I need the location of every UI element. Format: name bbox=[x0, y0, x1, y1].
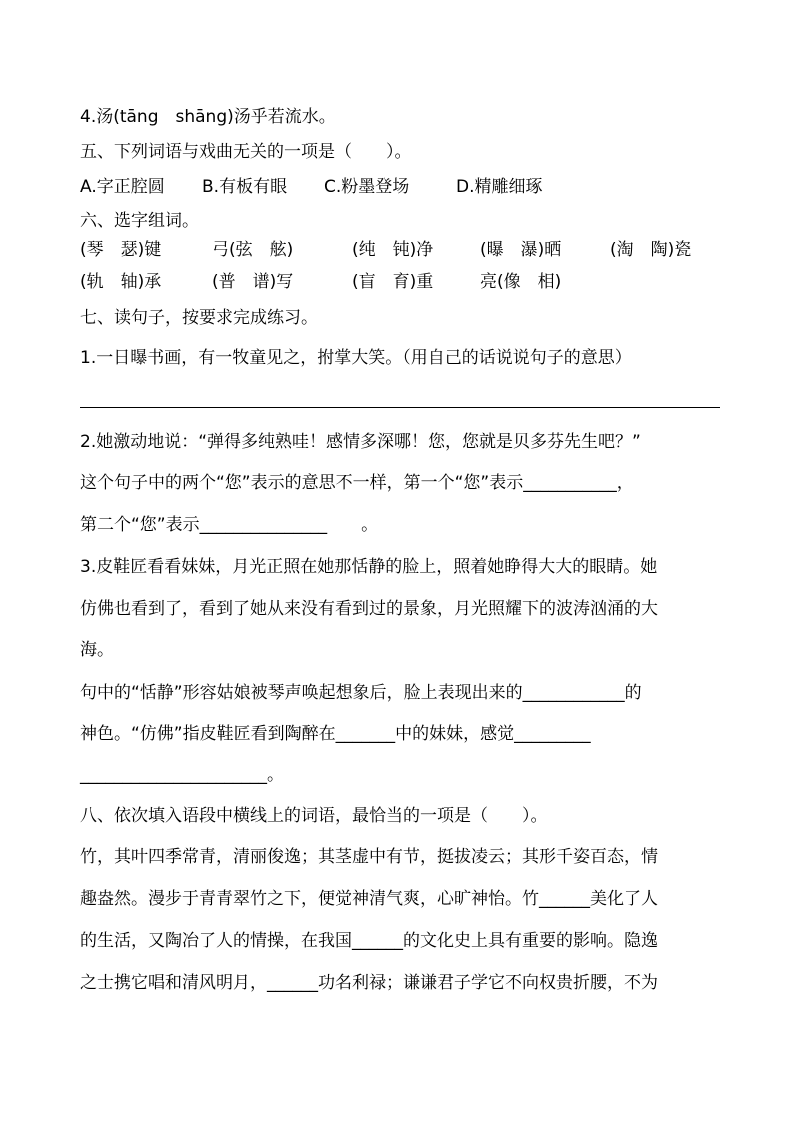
section-8-paragraph-line-4: 之士携它唱和清风明月，______功名利禄；谦谦君子学它不向权贵折腰，不为 bbox=[80, 973, 658, 993]
section-8-paragraph-line-2: 趣盎然。漫步于青青翠竹之下，便觉神清气爽，心旷神怡。竹______美化了人 bbox=[80, 889, 658, 909]
section-6-heading: 六、选字组词。 bbox=[80, 211, 199, 231]
question-4: 4.汤(tāng shāng)汤乎若流水。 bbox=[80, 107, 336, 127]
section-5-heading: 五、下列词语与戏曲无关的一项是（ ）。 bbox=[80, 142, 412, 162]
word-item: 亮(像 相) bbox=[480, 272, 562, 292]
option-b: B.有板有眼 bbox=[202, 177, 288, 197]
section-7-question-3-line-5: 神色。“仿佛”指皮鞋匠看到陶醉在_______中的妹妹，感觉_________ bbox=[80, 724, 591, 744]
section-8-paragraph-line-3: 的生活，又陶冶了人的情操，在我国______的文化史上具有重要的影响。隐逸 bbox=[80, 931, 658, 951]
option-a: A.字正腔圆 bbox=[80, 177, 165, 197]
answer-line bbox=[80, 406, 720, 408]
word-item: (淘 陶)瓷 bbox=[610, 240, 692, 260]
section-7-question-3: 3.皮鞋匠看看妹妹，月光正照在她那恬静的脸上，照着她睁得大大的眼睛。她 bbox=[80, 557, 658, 577]
section-7-question-1: 1.一日曝书画，有一牧童见之，拊掌大笑。（用自己的话说说句子的意思） bbox=[80, 348, 632, 368]
section-7-question-2-line-3: 第二个“您”表示_______________ 。 bbox=[80, 515, 379, 535]
section-7-question-2: 2.她激动地说：“弹得多纯熟哇！感情多深哪！您，您就是贝多芬先生吧？” bbox=[80, 432, 641, 452]
option-c: C.粉墨登场 bbox=[324, 177, 410, 197]
section-5-options bbox=[80, 176, 543, 198]
section-7-question-3-line-6: ______________________。 bbox=[80, 765, 284, 785]
section-7-question-3-line-3: 海。 bbox=[80, 640, 114, 660]
section-6-row-2 bbox=[80, 271, 561, 293]
word-item: (轨 轴)承 bbox=[80, 272, 162, 292]
section-7-question-3-line-2: 仿佛也看到了，看到了她从来没有看到过的景象，月光照耀下的波涛汹涌的大 bbox=[80, 599, 658, 619]
section-7-question-3-line-4: 句中的“恬静”形容姑娘被琴声唤起想象后，脸上表现出来的____________的 bbox=[80, 683, 642, 703]
option-d: D.精雕细琢 bbox=[456, 177, 543, 197]
word-item: (曝 瀑)晒 bbox=[480, 240, 562, 260]
section-7-heading: 七、读句子，按要求完成练习。 bbox=[80, 308, 318, 328]
word-item: (普 谱)写 bbox=[212, 272, 294, 292]
section-6-row-1 bbox=[80, 239, 691, 261]
word-item: (琴 瑟)键 bbox=[80, 240, 162, 260]
word-item: (盲 育)重 bbox=[352, 272, 434, 292]
section-8-paragraph-line-1: 竹，其叶四季常青，清丽俊逸；其茎虚中有节，挺拔凌云；其形千姿百态，情 bbox=[80, 847, 658, 867]
word-item: (纯 钝)净 bbox=[352, 240, 434, 260]
section-7-question-2-line-2: 这个句子中的两个“您”表示的意思不一样，第一个“您”表示___________， bbox=[80, 473, 634, 493]
word-item: 弓(弦 舷) bbox=[212, 240, 294, 260]
section-8-heading: 八、依次填入语段中横线上的词语，最恰当的一项是（ ）。 bbox=[80, 806, 548, 826]
